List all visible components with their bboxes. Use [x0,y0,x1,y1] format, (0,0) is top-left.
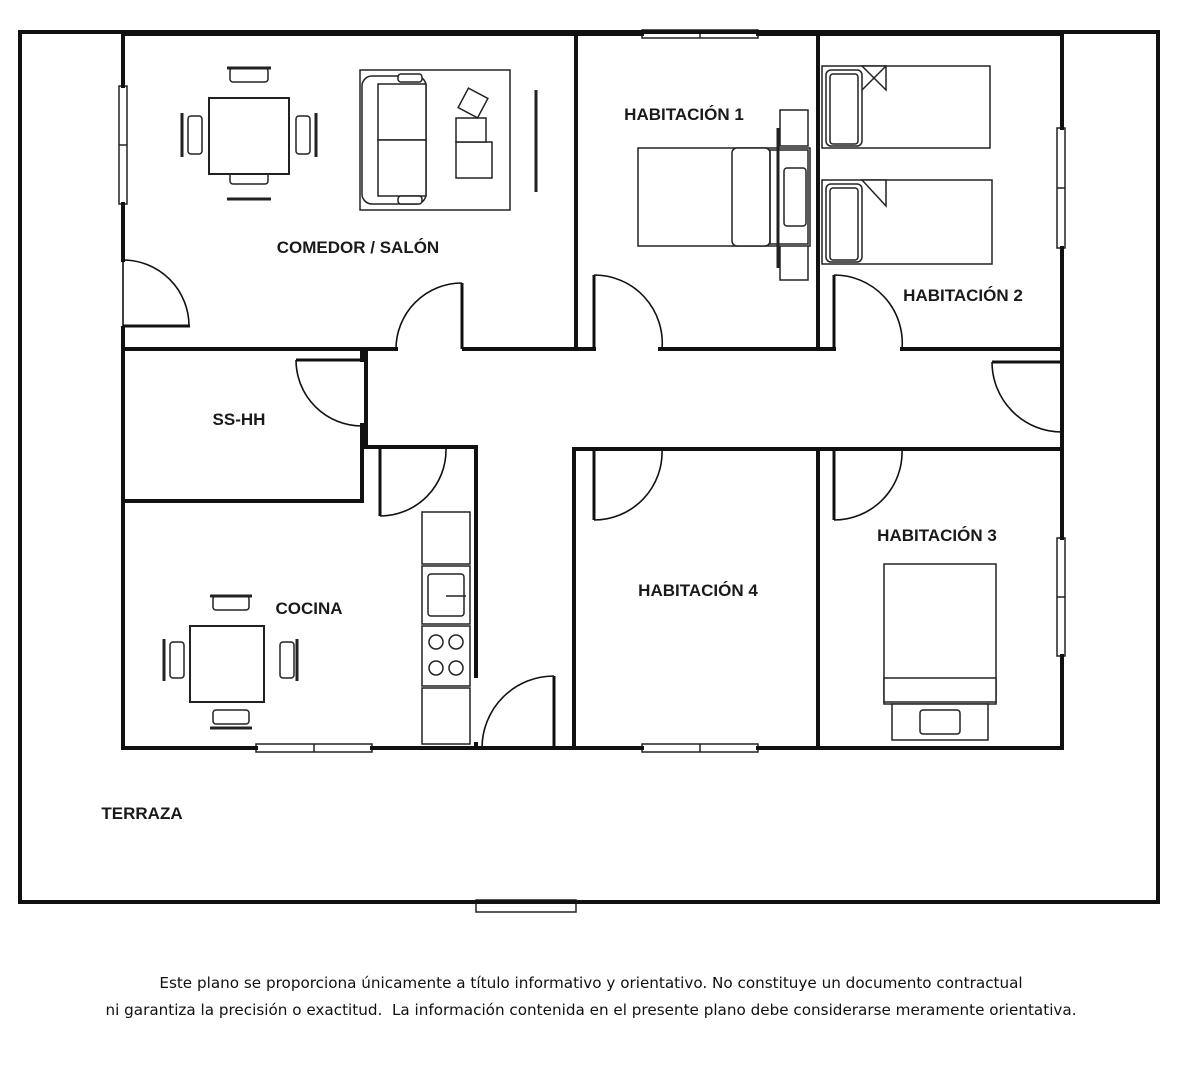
label-hab3: HABITACIÓN 3 [877,526,997,545]
label-hab1: HABITACIÓN 1 [624,105,744,124]
disclaimer [0,970,1182,1024]
bed-hab3 [884,564,996,740]
label-comedor: COMEDOR / SALÓN [276,238,440,257]
beds-hab2 [822,66,992,264]
dining-table-comedor [182,68,316,199]
label-hab4: HABITACIÓN 4 [638,581,758,600]
furniture [164,66,996,744]
walls [20,32,1158,902]
door-hab2 [834,275,902,349]
door-comedor-corridor [396,283,462,349]
label-terraza: TERRAZA [101,804,183,823]
door-corridor-right [992,362,1062,432]
sofa [360,70,536,210]
door-hab3 [834,449,902,520]
disclaimer-line-1: Este plano se proporciona únicamente a título informativo y orientativo. No constituye un documento contractual [159,974,1023,992]
bed-hab1 [638,110,810,280]
door-comedor-left [123,260,190,326]
door-hab4 [594,449,662,520]
disclaimer-line-2: ni garantiza la precisión o exactitud. La información contenida en el presente plano debe considerarse meramente orientativa. [105,1001,1077,1019]
label-sshh: SS-HH [212,410,266,429]
door-hab1 [594,275,662,349]
door-sshh [296,360,362,426]
label-cocina: COCINA [275,599,343,618]
outer-boundary [20,32,1158,902]
door-terraza [482,676,554,748]
kitchen-counter [422,512,470,744]
label-hab2: HABITACIÓN 2 [903,286,1023,305]
door-cocina [380,449,446,516]
